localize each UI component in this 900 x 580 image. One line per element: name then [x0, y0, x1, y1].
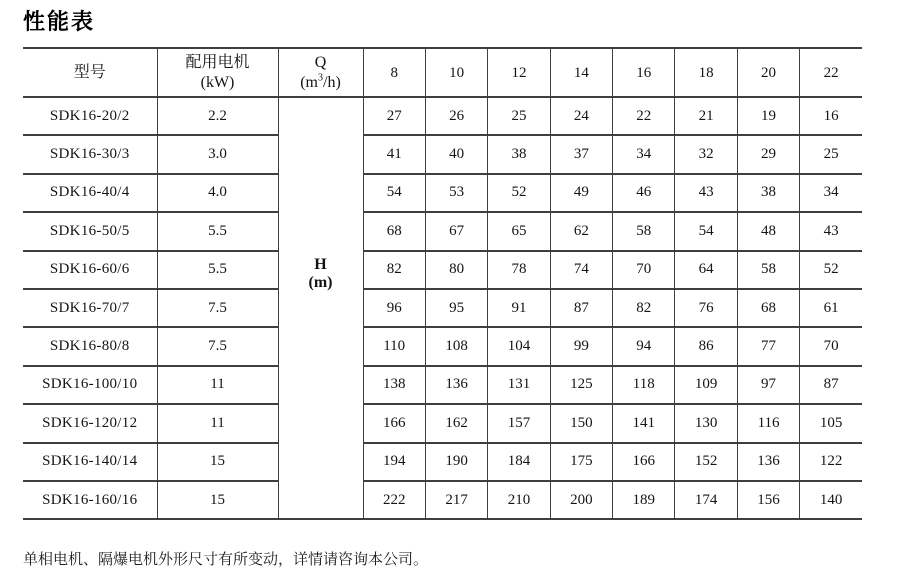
- table-row: [23, 327, 862, 365]
- head-value-cell: 76: [675, 289, 737, 327]
- head-value-cell: 25: [800, 135, 862, 173]
- model-cell: SDK16-140/14: [23, 443, 157, 481]
- table-row: [23, 404, 862, 442]
- head-value-cell: 22: [613, 97, 675, 135]
- head-symbol: H: [314, 256, 327, 273]
- head-unit: (m): [308, 274, 333, 291]
- head-value-cell: 65: [488, 212, 550, 250]
- head-value-cell: 78: [488, 251, 550, 289]
- head-value-cell: 21: [675, 97, 737, 135]
- motor-power-cell: 7.5: [157, 289, 278, 327]
- head-value-cell: 34: [613, 135, 675, 173]
- head-value-cell: 122: [800, 443, 862, 481]
- head-value-cell: 86: [675, 327, 737, 365]
- model-cell: SDK16-50/5: [23, 212, 157, 250]
- head-value-cell: 24: [550, 97, 612, 135]
- motor-power-cell: 5.5: [157, 212, 278, 250]
- motor-power-cell: 15: [157, 481, 278, 519]
- motor-power-cell: 3.0: [157, 135, 278, 173]
- head-value-cell: 87: [550, 289, 612, 327]
- motor-power-cell: 11: [157, 366, 278, 404]
- head-value-cell: 157: [488, 404, 550, 442]
- model-cell: SDK16-30/3: [23, 135, 157, 173]
- head-value-cell: 74: [550, 251, 612, 289]
- head-value-cell: 68: [363, 212, 425, 250]
- head-value-cell: 53: [425, 174, 487, 212]
- head-value-cell: 38: [488, 135, 550, 173]
- head-value-cell: 64: [675, 251, 737, 289]
- table-row: [23, 251, 862, 289]
- head-value-cell: 54: [675, 212, 737, 250]
- head-value-cell: 82: [613, 289, 675, 327]
- head-value-cell: 58: [737, 251, 799, 289]
- head-value-cell: 52: [488, 174, 550, 212]
- head-value-cell: 16: [800, 97, 862, 135]
- head-value-cell: 190: [425, 443, 487, 481]
- head-value-cell: 37: [550, 135, 612, 173]
- head-value-cell: 43: [675, 174, 737, 212]
- head-value-cell: 140: [800, 481, 862, 519]
- motor-power-cell: 5.5: [157, 251, 278, 289]
- head-value-cell: 40: [425, 135, 487, 173]
- head-value-cell: 136: [737, 443, 799, 481]
- header-flow-8: 8: [363, 48, 425, 97]
- flow-unit-sup: 3: [318, 72, 323, 84]
- header-flow-22: 22: [800, 48, 862, 97]
- head-value-cell: 58: [613, 212, 675, 250]
- header-flow-14: 14: [550, 48, 612, 97]
- head-value-cell: 95: [425, 289, 487, 327]
- head-value-cell: 52: [800, 251, 862, 289]
- model-cell: SDK16-160/16: [23, 481, 157, 519]
- head-value-cell: 54: [363, 174, 425, 212]
- head-value-cell: 91: [488, 289, 550, 327]
- header-flow-10: 10: [425, 48, 487, 97]
- motor-power-cell: 4.0: [157, 174, 278, 212]
- model-cell: SDK16-120/12: [23, 404, 157, 442]
- head-value-cell: 41: [363, 135, 425, 173]
- head-value-cell: 184: [488, 443, 550, 481]
- head-value-cell: 61: [800, 289, 862, 327]
- table-head: [23, 48, 862, 97]
- head-value-cell: 94: [613, 327, 675, 365]
- head-value-cell: 34: [800, 174, 862, 212]
- head-value-cell: 105: [800, 404, 862, 442]
- head-value-cell: 70: [613, 251, 675, 289]
- head-value-cell: 70: [800, 327, 862, 365]
- model-cell: SDK16-40/4: [23, 174, 157, 212]
- head-value-cell: 29: [737, 135, 799, 173]
- model-cell: SDK16-60/6: [23, 251, 157, 289]
- head-value-cell: 210: [488, 481, 550, 519]
- head-value-cell: 166: [363, 404, 425, 442]
- head-value-cell: 166: [613, 443, 675, 481]
- performance-table: [23, 47, 862, 520]
- head-value-cell: 46: [613, 174, 675, 212]
- flow-unit: [279, 73, 363, 93]
- table-row: [23, 97, 862, 135]
- head-value-cell: 32: [675, 135, 737, 173]
- head-value-cell: 19: [737, 97, 799, 135]
- header-flow-18: 18: [675, 48, 737, 97]
- flow-symbol: Q: [314, 53, 327, 71]
- head-value-cell: 141: [613, 404, 675, 442]
- head-value-cell: 156: [737, 481, 799, 519]
- motor-power-cell: 2.2: [157, 97, 278, 135]
- table-row: [23, 135, 862, 173]
- header-motor-line2: (kW): [200, 73, 235, 91]
- header-motor-line1: 配用电机: [185, 53, 250, 71]
- header-flow-unit: [278, 48, 363, 97]
- head-unit-cell: [278, 97, 363, 519]
- head-value-cell: 99: [550, 327, 612, 365]
- head-value-cell: 97: [737, 366, 799, 404]
- head-value-cell: 110: [363, 327, 425, 365]
- footnote: 单相电机、隔爆电机外形尺寸有所变动，详情请咨询本公司。: [23, 551, 429, 568]
- head-value-cell: 108: [425, 327, 487, 365]
- model-cell: SDK16-100/10: [23, 366, 157, 404]
- head-value-cell: 125: [550, 366, 612, 404]
- flow-unit-pre: (m: [300, 73, 318, 91]
- head-value-cell: 27: [363, 97, 425, 135]
- head-value-cell: 162: [425, 404, 487, 442]
- page-title: 性能表: [23, 9, 96, 34]
- head-value-cell: 25: [488, 97, 550, 135]
- head-value-cell: 130: [675, 404, 737, 442]
- header-flow-16: 16: [613, 48, 675, 97]
- head-value-cell: 138: [363, 366, 425, 404]
- head-value-cell: 222: [363, 481, 425, 519]
- table-body: [23, 97, 862, 519]
- model-cell: SDK16-80/8: [23, 327, 157, 365]
- table-row: [23, 366, 862, 404]
- motor-power-cell: 7.5: [157, 327, 278, 365]
- head-value-cell: 68: [737, 289, 799, 327]
- table-header-row: [23, 48, 862, 97]
- table-row: [23, 443, 862, 481]
- head-value-cell: 136: [425, 366, 487, 404]
- head-value-cell: 43: [800, 212, 862, 250]
- head-value-cell: 174: [675, 481, 737, 519]
- flow-unit-post: /h): [323, 73, 341, 91]
- head-value-cell: 82: [363, 251, 425, 289]
- head-value-cell: 189: [613, 481, 675, 519]
- head-value-cell: 77: [737, 327, 799, 365]
- header-model: 型号: [23, 48, 157, 97]
- head-value-cell: 104: [488, 327, 550, 365]
- table-row: [23, 481, 862, 519]
- table-row: [23, 289, 862, 327]
- motor-power-cell: 15: [157, 443, 278, 481]
- head-value-cell: 62: [550, 212, 612, 250]
- head-value-cell: 150: [550, 404, 612, 442]
- head-value-cell: 67: [425, 212, 487, 250]
- head-value-cell: 87: [800, 366, 862, 404]
- head-value-cell: 131: [488, 366, 550, 404]
- head-value-cell: 80: [425, 251, 487, 289]
- head-value-cell: 175: [550, 443, 612, 481]
- model-cell: SDK16-70/7: [23, 289, 157, 327]
- head-value-cell: 26: [425, 97, 487, 135]
- header-flow-20: 20: [737, 48, 799, 97]
- head-value-cell: 38: [737, 174, 799, 212]
- head-value-cell: 194: [363, 443, 425, 481]
- head-value-cell: 217: [425, 481, 487, 519]
- model-cell: SDK16-20/2: [23, 97, 157, 135]
- head-value-cell: 96: [363, 289, 425, 327]
- head-value-cell: 49: [550, 174, 612, 212]
- header-motor-power: [157, 48, 278, 97]
- motor-power-cell: 11: [157, 404, 278, 442]
- head-value-cell: 152: [675, 443, 737, 481]
- head-value-cell: 200: [550, 481, 612, 519]
- header-flow-12: 12: [488, 48, 550, 97]
- table-row: [23, 174, 862, 212]
- head-value-cell: 118: [613, 366, 675, 404]
- table-row: [23, 212, 862, 250]
- head-value-cell: 48: [737, 212, 799, 250]
- head-value-cell: 109: [675, 366, 737, 404]
- head-value-cell: 116: [737, 404, 799, 442]
